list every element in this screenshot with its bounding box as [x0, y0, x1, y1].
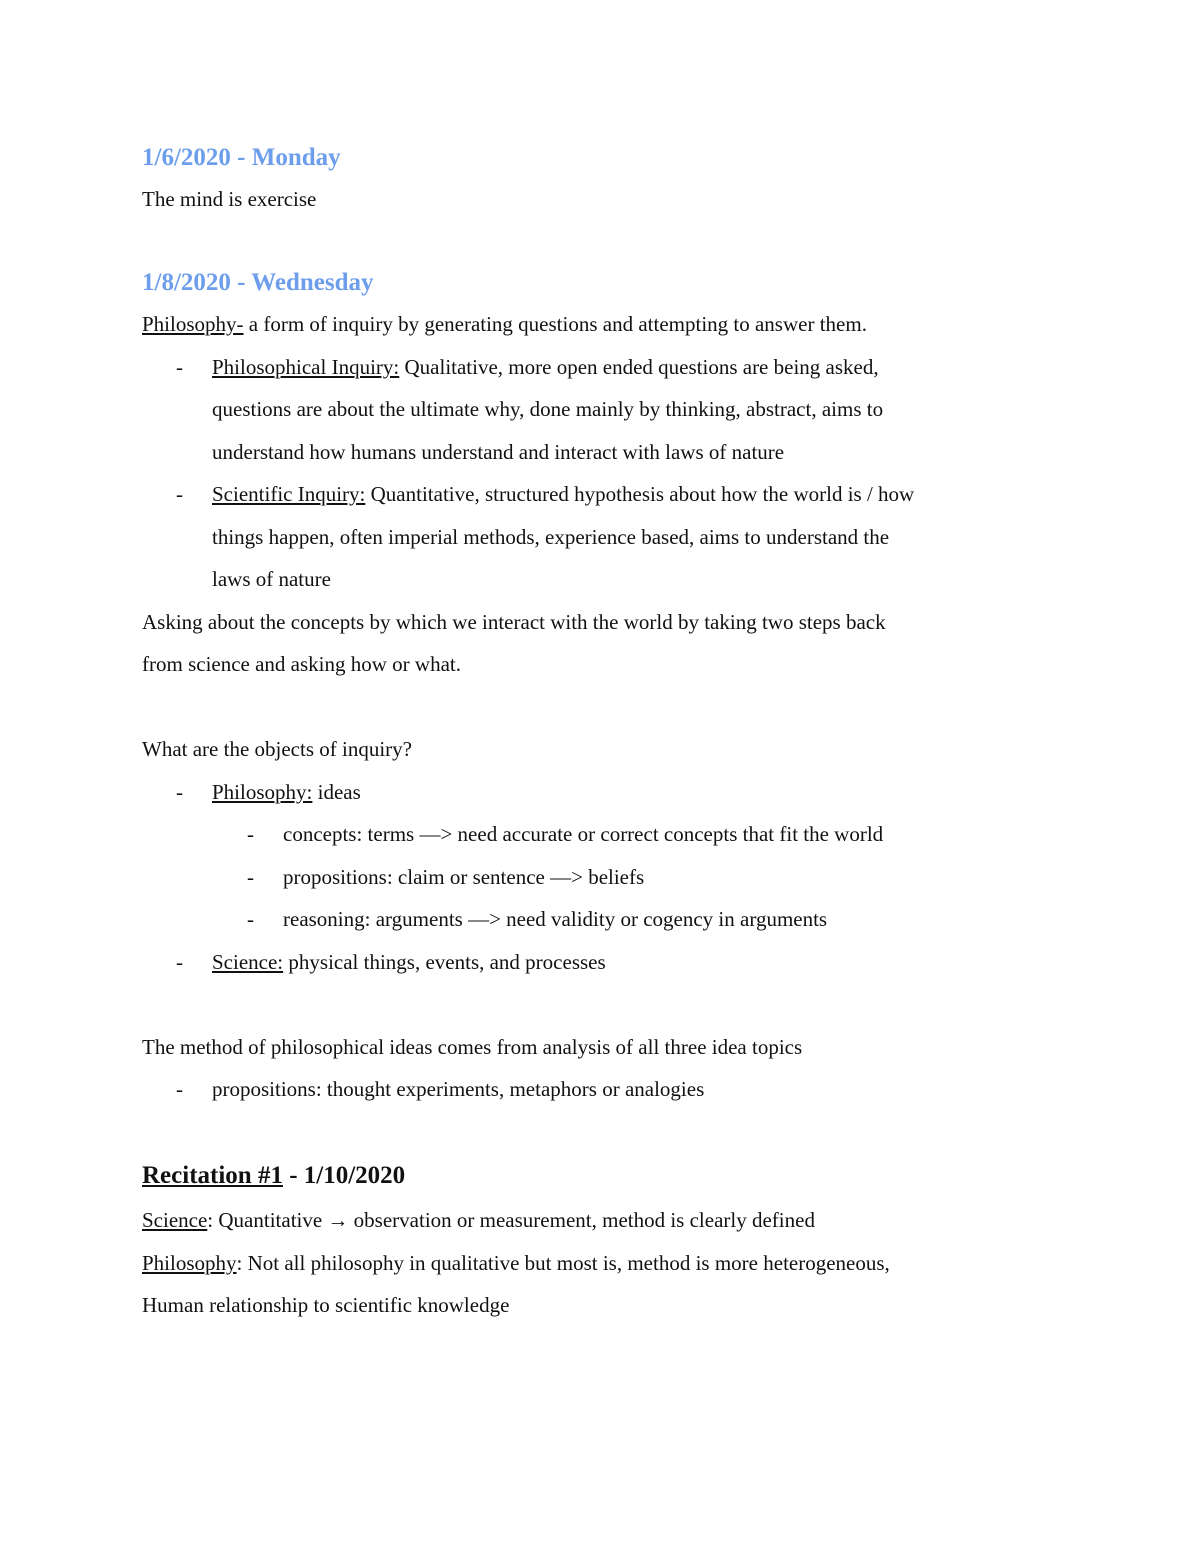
paragraph-line: from science and asking how or what. [142, 652, 461, 676]
bullet-dash: - [176, 354, 183, 379]
bullet-science-physical [142, 941, 1062, 984]
bullet-text: physical things, events, and processes [283, 949, 606, 974]
spacer [142, 686, 1062, 729]
bullet-dash: - [176, 949, 183, 974]
bullet-dash: - [176, 1077, 183, 1101]
philosophy-definition-text: a form of inquiry by generating questions and attempting to answer them. [243, 312, 867, 336]
bullet-dash: - [247, 907, 254, 931]
bullet-text: ideas [312, 779, 361, 804]
method-line: The method of philosophical ideas comes from analysis of all three idea topics [142, 1034, 803, 1059]
sub-bullet-reasoning [142, 898, 1062, 941]
recitation-date: - 1/10/2020 [282, 1162, 406, 1189]
recitation-last-line: Human relationship to scientific knowledge [142, 1293, 510, 1317]
bullet-term: Philosophical Inquiry: [212, 354, 400, 379]
recitation-term: Recitation #1 [142, 1162, 283, 1189]
paragraph-line: Asking about the concepts by which we interact with the world by taking two steps back [142, 609, 886, 634]
bullet-scientific-inquiry [142, 473, 1062, 516]
spacer [142, 983, 1062, 1026]
bullet-text: propositions: thought experiments, metaphors or analogies [212, 1077, 705, 1101]
spacer [142, 221, 1062, 264]
bullet-term: Scientific Inquiry: [212, 482, 366, 506]
bullet-term: Science: [212, 949, 284, 974]
science-term: Science [142, 1208, 208, 1232]
bullet-dash: - [247, 864, 254, 889]
sub-bullet-text: reasoning: arguments —> need validity or cogency in arguments [283, 907, 828, 931]
bullet-continuation: questions are about the ultimate why, done mainly by thinking, abstract, aims to [212, 397, 884, 421]
sub-bullet-text: propositions: claim or sentence —> beliefs [283, 864, 645, 889]
recitation-science [142, 1199, 1062, 1242]
science-text: : Quantitative → observation or measurement, method is clearly defined [207, 1208, 815, 1232]
sub-bullet-text: concepts: terms —> need accurate or correct concepts that fit the world [283, 822, 884, 846]
bullet-continuation: laws of nature [212, 567, 331, 591]
heading-monday: 1/6/2020 - Monday [142, 144, 341, 171]
bullet-text: Quantitative, structured hypothesis about how the world is / how [365, 482, 915, 506]
sub-bullet-concepts [142, 813, 1062, 856]
heading-wednesday: 1/8/2020 - Wednesday [142, 269, 374, 296]
philosophy-term: Philosophy [142, 1250, 237, 1275]
document-page [142, 138, 1062, 1327]
bullet-philosophical-inquiry [142, 346, 1062, 389]
bullet-dash: - [176, 482, 183, 506]
bullet-dash: - [176, 779, 183, 804]
bullet-term: Philosophy: [212, 779, 313, 804]
sub-bullet-propositions [142, 856, 1062, 899]
bullet-text: Qualitative, more open ended questions are being asked, [399, 354, 879, 379]
bullet-continuation: things happen, often imperial methods, experience based, aims to understand the [212, 524, 890, 549]
bullet-method-propositions [142, 1068, 1062, 1111]
objects-question: What are the objects of inquiry? [142, 737, 412, 761]
bullet-dash: - [247, 822, 254, 846]
philosophy-definition [142, 303, 1062, 346]
recitation-philosophy [142, 1242, 1062, 1285]
philosophy-text: : Not all philosophy in qualitative but most is, method is more heterogeneous, [236, 1250, 890, 1275]
bullet-philosophy-ideas [142, 771, 1062, 814]
bullet-continuation: understand how humans understand and interact with laws of nature [212, 439, 785, 464]
spacer [142, 1111, 1062, 1154]
philosophy-term: Philosophy- [142, 312, 244, 336]
monday-note: The mind is exercise [142, 187, 317, 211]
heading-recitation [142, 1153, 1062, 1199]
